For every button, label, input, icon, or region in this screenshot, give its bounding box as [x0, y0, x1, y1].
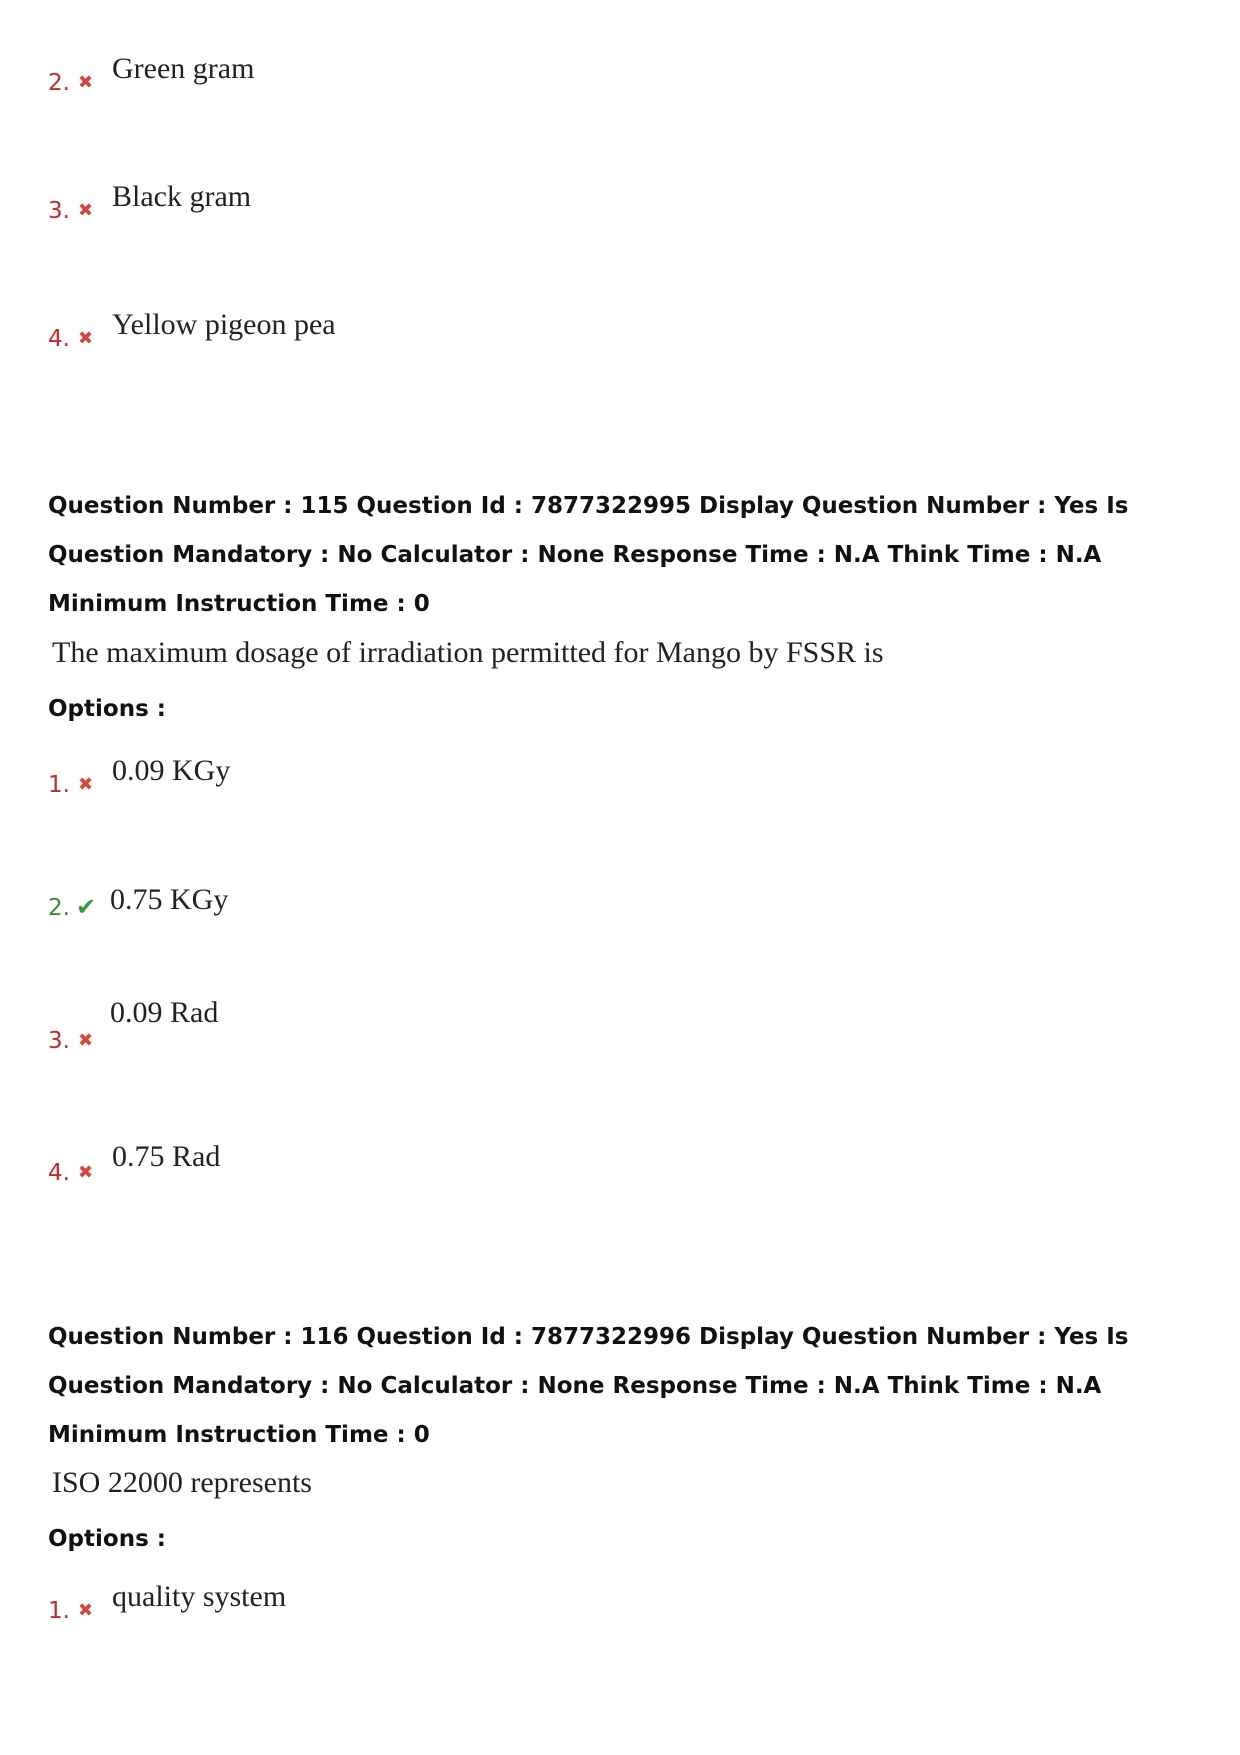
option-number: 3. [48, 198, 70, 224]
option-text: Green gram [112, 52, 255, 85]
option-number: 1. [48, 772, 70, 798]
option-number: 2. [48, 70, 70, 96]
option-text: 0.09 KGy [112, 754, 231, 787]
option-text: quality system [112, 1580, 287, 1613]
cross-icon: ✖ [78, 72, 94, 93]
question-meta: Question Number : 116 Question Id : 7877322996 Display Question Number : Yes Is Question Mandatory : No Calculator : None Response Time : N.A Think Time : N.A Minimum Instruction Time : 0 [48, 1324, 1129, 1448]
option-number: 3. [48, 1028, 70, 1054]
cross-icon: ✖ [78, 200, 94, 221]
cross-icon: ✖ [78, 1030, 94, 1051]
question-meta: Question Number : 115 Question Id : 7877322995 Display Question Number : Yes Is Question Mandatory : No Calculator : None Response Time : N.A Think Time : N.A Minimum Instruction Time : 0 [48, 493, 1129, 617]
option-text: Yellow pigeon pea [112, 308, 336, 341]
option-number: 4. [48, 1160, 70, 1186]
question-text: The maximum dosage of irradiation permitted for Mango by FSSR is [52, 636, 884, 669]
option-number: 2. [48, 895, 70, 921]
option-number: 4. [48, 326, 70, 352]
check-icon: ✔ [76, 893, 97, 921]
question-text: ISO 22000 represents [52, 1466, 312, 1499]
option-text: 0.75 Rad [112, 1140, 221, 1173]
options-label: Options : [48, 696, 166, 722]
cross-icon: ✖ [78, 774, 94, 795]
option-text: Black gram [112, 180, 252, 213]
option-text: 0.09 Rad [110, 996, 219, 1029]
option-text: 0.75 KGy [110, 883, 229, 916]
options-label: Options : [48, 1526, 166, 1552]
option-number: 1. [48, 1598, 70, 1624]
cross-icon: ✖ [78, 1600, 94, 1621]
cross-icon: ✖ [78, 1162, 94, 1183]
cross-icon: ✖ [78, 328, 94, 349]
